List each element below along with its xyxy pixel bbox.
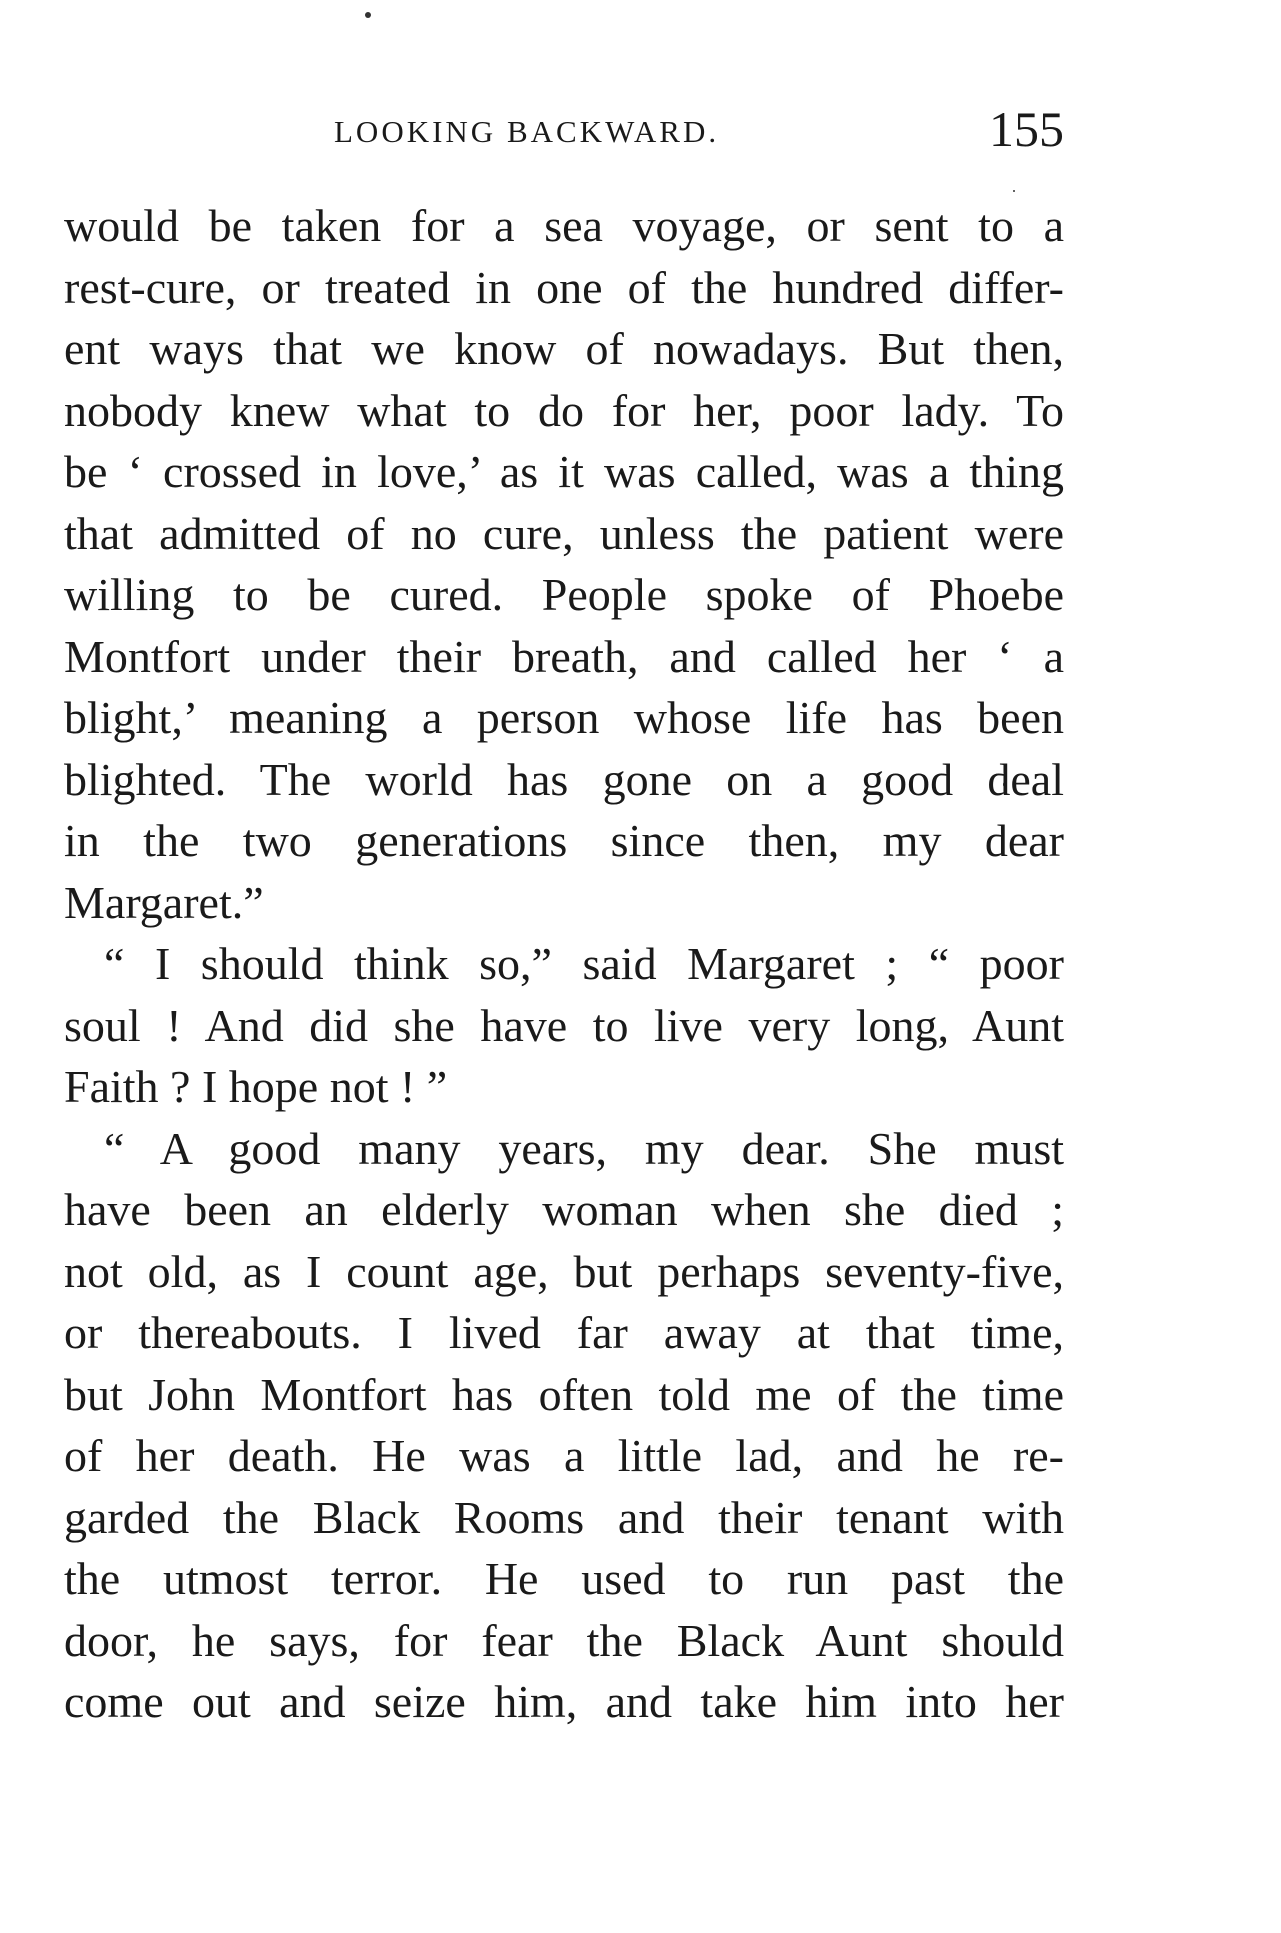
text-line: be ‘ crossed in love,’ as it was called, was a thing xyxy=(64,446,1064,497)
page-number: 155 xyxy=(989,101,1064,157)
text-line: or thereabouts. I lived far away at that time, xyxy=(64,1307,1064,1358)
text-line: nobody knew what to do for her, poor lady. To xyxy=(64,384,1064,436)
running-head xyxy=(64,100,1064,160)
text-line: but John Montfort has often told me of the time xyxy=(64,1368,1064,1420)
text-line: Montfort under their breath, and called her ‘ a xyxy=(64,630,1064,682)
text-line: “ A good many years, my dear. She must xyxy=(104,1122,1064,1174)
running-title: LOOKING BACKWARD. xyxy=(334,114,720,149)
text-line: door, he says, for fear the Black Aunt should xyxy=(64,1614,1064,1666)
text-line: garded the Black Rooms and their tenant with xyxy=(64,1491,1064,1543)
text-line: come out and seize him, and take him into her xyxy=(64,1676,1064,1727)
text-line: rest-cure, or treated in one of the hundred differ- xyxy=(64,261,1064,313)
text-line: ent ways that we know of nowadays. But then, xyxy=(64,323,1064,374)
text-line: of her death. He was a little lad, and he re- xyxy=(64,1430,1064,1481)
text-line: not old, as I count age, but perhaps seventy-five, xyxy=(64,1245,1064,1297)
ink-speck xyxy=(1013,190,1015,192)
text-line: that admitted of no cure, unless the patient were xyxy=(64,507,1064,559)
text-line: soul ! And did she have to live very long, Aunt xyxy=(64,999,1064,1051)
text-line: blighted. The world has gone on a good deal xyxy=(64,753,1064,805)
text-line: Faith ? I hope not ! ” xyxy=(64,1061,448,1112)
text-line: blight,’ meaning a person whose life has been xyxy=(64,692,1064,743)
body-text xyxy=(64,195,1064,1733)
text-line: “ I should think so,” said Margaret ; “ poor xyxy=(104,938,1064,989)
text-line: the utmost terror. He used to run past the xyxy=(64,1553,1064,1604)
text-line: in the two generations since then, my dear xyxy=(64,815,1064,866)
text-line: would be taken for a sea voyage, or sent to a xyxy=(64,200,1064,251)
text-line: willing to be cured. People spoke of Phoebe xyxy=(64,569,1064,620)
text-line: have been an elderly woman when she died ; xyxy=(64,1184,1064,1235)
ink-speck xyxy=(365,12,371,18)
text-line: Margaret.” xyxy=(64,876,264,928)
